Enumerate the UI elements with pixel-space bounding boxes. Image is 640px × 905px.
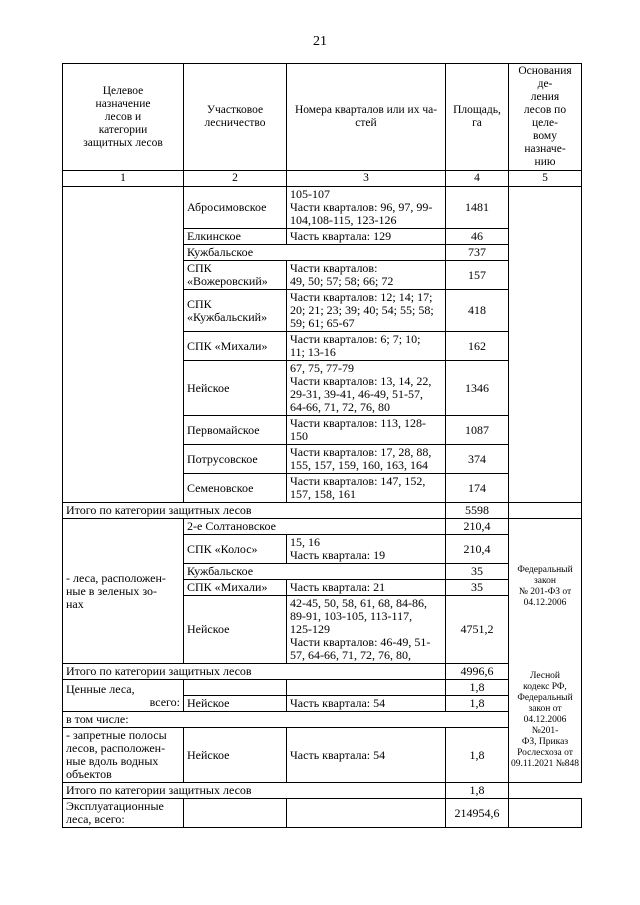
basis-cell — [509, 519, 582, 783]
forest-division-table — [62, 63, 582, 828]
quarters-cell: Часть квартала: 54 — [287, 696, 446, 712]
forestry-cell: Первомайское — [184, 416, 287, 445]
total-row — [63, 664, 582, 680]
forestry-cell: 2-е Солтановское — [184, 519, 446, 535]
basis-cell — [509, 503, 582, 519]
quarters-cell — [287, 680, 446, 696]
table-header-row — [63, 64, 582, 171]
forestry-cell: СПК «Михали» — [184, 580, 287, 596]
header-area: Площадь, га — [446, 64, 509, 171]
area-cell: 1346 — [446, 361, 509, 416]
total-row — [63, 503, 582, 519]
category-cell: - леса, расположен- ные в зеленых зо- нах — [63, 519, 184, 664]
forestry-cell: Елкинское — [184, 229, 287, 245]
header-basis: Основания де- ления лесов по целе- вому назначе- нию — [509, 64, 582, 171]
total-label: Итого по категории защитных лесов — [63, 664, 446, 680]
area-cell: 174 — [446, 474, 509, 503]
area-cell: 1,8 — [446, 680, 509, 696]
forestry-cell: Нейское — [184, 728, 287, 783]
table-row — [63, 712, 582, 728]
area-cell: 737 — [446, 245, 509, 261]
area-cell: 210,4 — [446, 519, 509, 535]
forestry-cell: СПК «Колос» — [184, 535, 287, 564]
column-number: 3 — [287, 171, 446, 187]
forestry-cell: Нейское — [184, 596, 287, 664]
area-cell: 214954,6 — [446, 799, 509, 828]
quarters-cell: Части кварталов: 6; 7; 10; 11; 13-16 — [287, 332, 446, 361]
forestry-cell: СПК «Кужбальский» — [184, 290, 287, 332]
valuable-forests-label: Ценные леса, — [66, 681, 135, 696]
total-area: 4996,6 — [446, 664, 509, 680]
basis-cell — [509, 799, 582, 828]
basis-forest-code: Лесной кодекс РФ, Федеральный закон от 04.12.2006 №201- ФЗ, Приказ Рослесхоза от 09.11.2021 №848 — [510, 671, 580, 769]
area-cell: 157 — [446, 261, 509, 290]
quarters-cell: Часть квартала: 21 — [287, 580, 446, 596]
exploitation-forests-label: Эксплуатационные леса, всего: — [63, 799, 184, 828]
column-number-row — [63, 171, 582, 187]
area-cell: 1481 — [446, 187, 509, 229]
forestry-cell: Нейское — [184, 361, 287, 416]
area-cell: 1087 — [446, 416, 509, 445]
quarters-cell: 15, 16 Часть квартала: 19 — [287, 535, 446, 564]
quarters-cell — [287, 799, 446, 828]
area-cell: 35 — [446, 564, 509, 580]
quarters-cell: 67, 75, 77-79 Части кварталов: 13, 14, 22, 29-31, 39-41, 46-49, 51-57, 64-66, 71, 72, 76, 80 — [287, 361, 446, 416]
quarters-cell: Части кварталов: 147, 152, 157, 158, 161 — [287, 474, 446, 503]
basis-cell — [509, 187, 582, 503]
forestry-cell — [184, 680, 287, 696]
forestry-cell: СПК «Вожеровский» — [184, 261, 287, 290]
page-number: 21 — [313, 34, 327, 49]
forestry-cell: Нейское — [184, 696, 287, 712]
valuable-forests-total-word: всего: — [149, 694, 180, 709]
total-area: 5598 — [446, 503, 509, 519]
basis-stack — [509, 519, 581, 770]
quarters-cell: Части кварталов: 17, 28, 88, 155, 157, 159, 160, 163, 164 — [287, 445, 446, 474]
area-cell: 46 — [446, 229, 509, 245]
table-row — [63, 799, 582, 828]
area-cell: 374 — [446, 445, 509, 474]
total-row — [63, 783, 582, 799]
quarters-cell: Части кварталов: 49, 50; 57; 58; 66; 72 — [287, 261, 446, 290]
table-row — [63, 519, 582, 535]
column-number: 4 — [446, 171, 509, 187]
header-forestry: Участковое лесничество — [184, 64, 287, 171]
quarters-cell: Части кварталов: 12; 14; 17; 20; 21; 23; 39; 40; 54; 55; 58; 59; 61; 65-67 — [287, 290, 446, 332]
column-number: 2 — [184, 171, 287, 187]
valuable-forests-cell — [63, 680, 184, 712]
column-number: 1 — [63, 171, 184, 187]
column-number: 5 — [509, 171, 582, 187]
quarters-cell: Части кварталов: 113, 128- 150 — [287, 416, 446, 445]
forestry-cell: СПК «Михали» — [184, 332, 287, 361]
header-purpose: Целевое назначение лесов и категории защитных лесов — [63, 64, 184, 171]
forestry-cell: Кужбальское — [184, 245, 446, 261]
area-cell: 210,4 — [446, 535, 509, 564]
including-label: в том числе: — [63, 712, 509, 728]
header-quarters: Номера кварталов или их ча- стей — [287, 64, 446, 171]
area-cell: 418 — [446, 290, 509, 332]
area-cell: 1,8 — [446, 728, 509, 783]
forestry-cell: Кужбальское — [184, 564, 446, 580]
forestry-cell — [184, 799, 287, 828]
table-row — [63, 728, 582, 783]
quarters-cell: 42-45, 50, 58, 61, 68, 84-86, 89-91, 103-105, 113-117, 125-129 Части кварталов: 46-49, 51- 57, 64-66, 71, 72, 76, 80, — [287, 596, 446, 664]
table-row — [63, 187, 582, 229]
quarters-cell: 105-107 Части кварталов: 96, 97, 99- 104,108-115, 123-126 — [287, 187, 446, 229]
category-cell: - запретные полосы лесов, расположен- ные вдоль водных объектов — [63, 728, 184, 783]
quarters-cell: Часть квартала: 54 — [287, 728, 446, 783]
forestry-cell: Потрусовское — [184, 445, 287, 474]
forestry-cell: Абросимовское — [184, 187, 287, 229]
area-cell: 1,8 — [446, 696, 509, 712]
forestry-cell: Семеновское — [184, 474, 287, 503]
area-cell: 35 — [446, 580, 509, 596]
total-label: Итого по категории защитных лесов — [63, 503, 446, 519]
category-cell — [63, 187, 184, 503]
basis-federal-law: Федеральный закон № 201-ФЗ от 04.12.2006 — [517, 565, 573, 608]
table-row — [63, 680, 582, 696]
quarters-cell: Часть квартала: 129 — [287, 229, 446, 245]
area-cell: 4751,2 — [446, 596, 509, 664]
total-label: Итого по категории защитных лесов — [63, 783, 446, 799]
total-area: 1,8 — [446, 783, 509, 799]
area-cell: 162 — [446, 332, 509, 361]
